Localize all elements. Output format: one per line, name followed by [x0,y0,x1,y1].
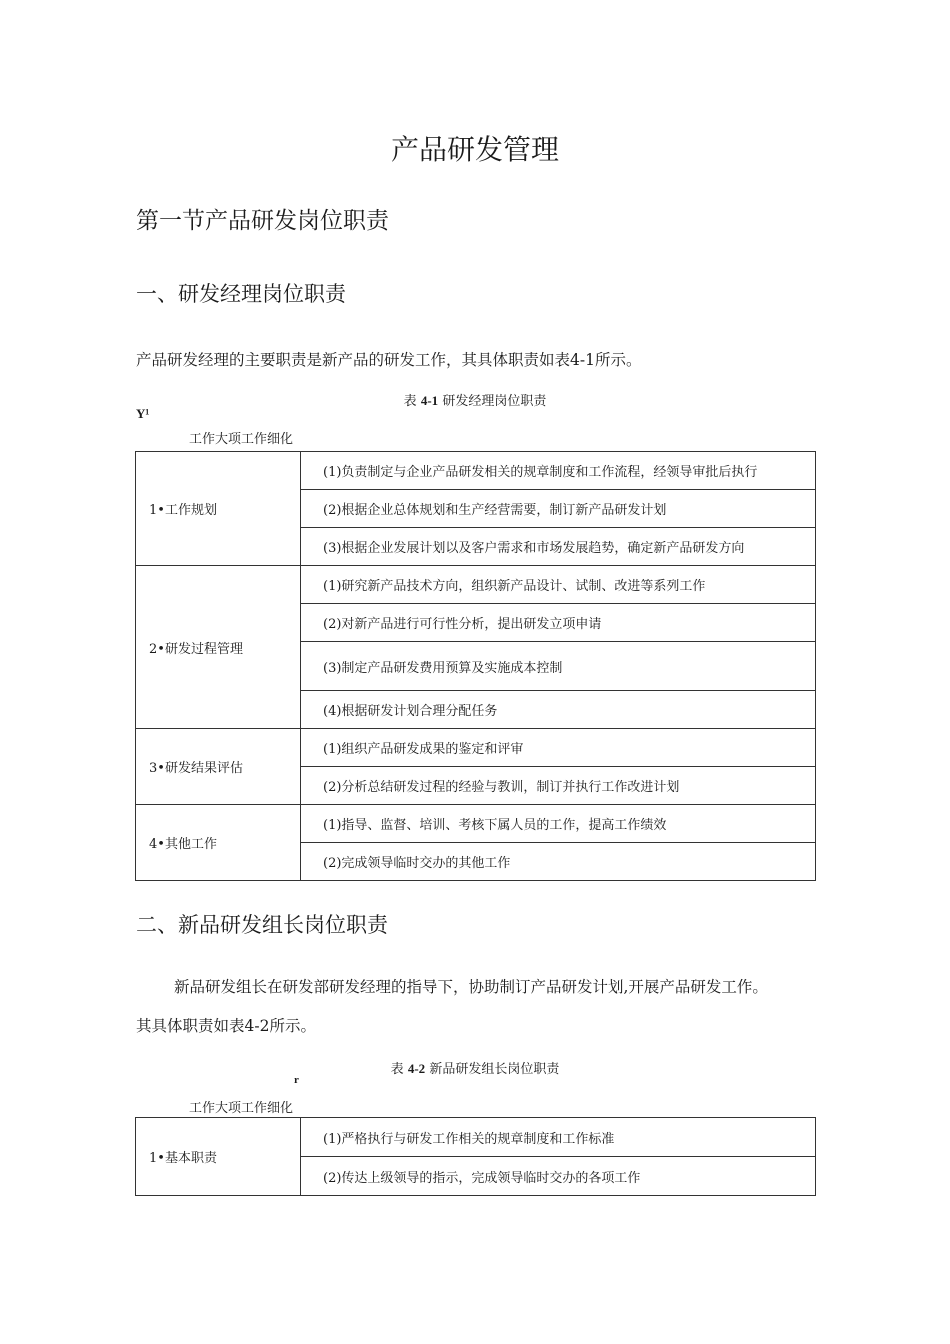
table-row [136,729,816,767]
stray-mark: r [294,1074,299,1086]
caption-prefix: 表 [403,394,417,409]
subsection-heading-2: 二、新品研发组长岗位职责 [136,913,388,937]
duty-item: (1)组织产品研发成果的鉴定和评审 [301,729,816,767]
category-cell: 1•基本职责 [136,1118,301,1196]
category-cell: 4•其他工作 [136,805,301,881]
duty-item: (1)严格执行与研发工作相关的规章制度和工作标准 [301,1118,816,1157]
caption-number: 4-1 [420,393,439,408]
table-caption-2 [0,1058,950,1077]
document-title: 产品研发管理 [390,133,559,166]
duty-item: (2)根据企业总体规划和生产经营需要，制订新产品研发计划 [301,490,816,528]
caption-text: 研发经理岗位职责 [442,394,547,409]
duty-item: (2)分析总结研发过程的经验与教训，制订并执行工作改进计划 [301,767,816,805]
table-row [136,452,816,490]
duty-item: (2)传达上级领导的指示，完成领导临时交办的各项工作 [301,1157,816,1196]
subsection-heading-1: 一、研发经理岗位职责 [136,282,346,306]
intro-paragraph-2-line-1: 新品研发组长在研发部研发经理的指导下，协助制订产品研发计划,开展产品研发工作。 [174,978,768,996]
duty-item: (1)指导、监督、培训、考核下属人员的工作，提高工作绩效 [301,805,816,843]
table-header-label: 工作大项工作细化 [189,1101,294,1116]
intro-paragraph-2-line-2: 其具体职责如表4-2所示。 [136,1017,316,1035]
duty-item: (4)根据研发计划合理分配任务 [301,691,816,729]
duty-item: (2)对新产品进行可行性分析，提出研发立项申请 [301,604,816,642]
category-cell: 3•研发结果评估 [136,729,301,805]
category-cell: 2•研发过程管理 [136,566,301,729]
table-row [136,1118,816,1157]
table-row [136,805,816,843]
caption-prefix: 表 [390,1062,404,1077]
duty-item: (2)完成领导临时交办的其他工作 [301,843,816,881]
duty-table-1 [135,451,816,881]
duty-item: (1)负责制定与企业产品研发相关的规章制度和工作流程，经领导审批后执行 [301,452,816,490]
table-row [136,566,816,604]
table-header-label: 工作大项工作细化 [189,432,294,447]
caption-text: 新品研发组长岗位职责 [429,1062,560,1077]
duty-item: (3)根据企业发展计划以及客户需求和市场发展趋势，确定新产品研发方向 [301,528,816,566]
stray-mark: Y¹ [136,406,150,421]
category-cell: 1•工作规划 [136,452,301,566]
intro-paragraph-1: 产品研发经理的主要职责是新产品的研发工作，其具体职责如表4-1所示。 [136,351,642,369]
caption-number: 4-2 [407,1061,426,1076]
duty-table-2 [135,1117,816,1196]
duty-item: (1)研究新产品技术方向，组织新产品设计、试制、改进等系列工作 [301,566,816,604]
section-heading: 第一节产品研发岗位职责 [136,208,389,234]
duty-item: (3)制定产品研发费用预算及实施成本控制 [301,642,816,691]
